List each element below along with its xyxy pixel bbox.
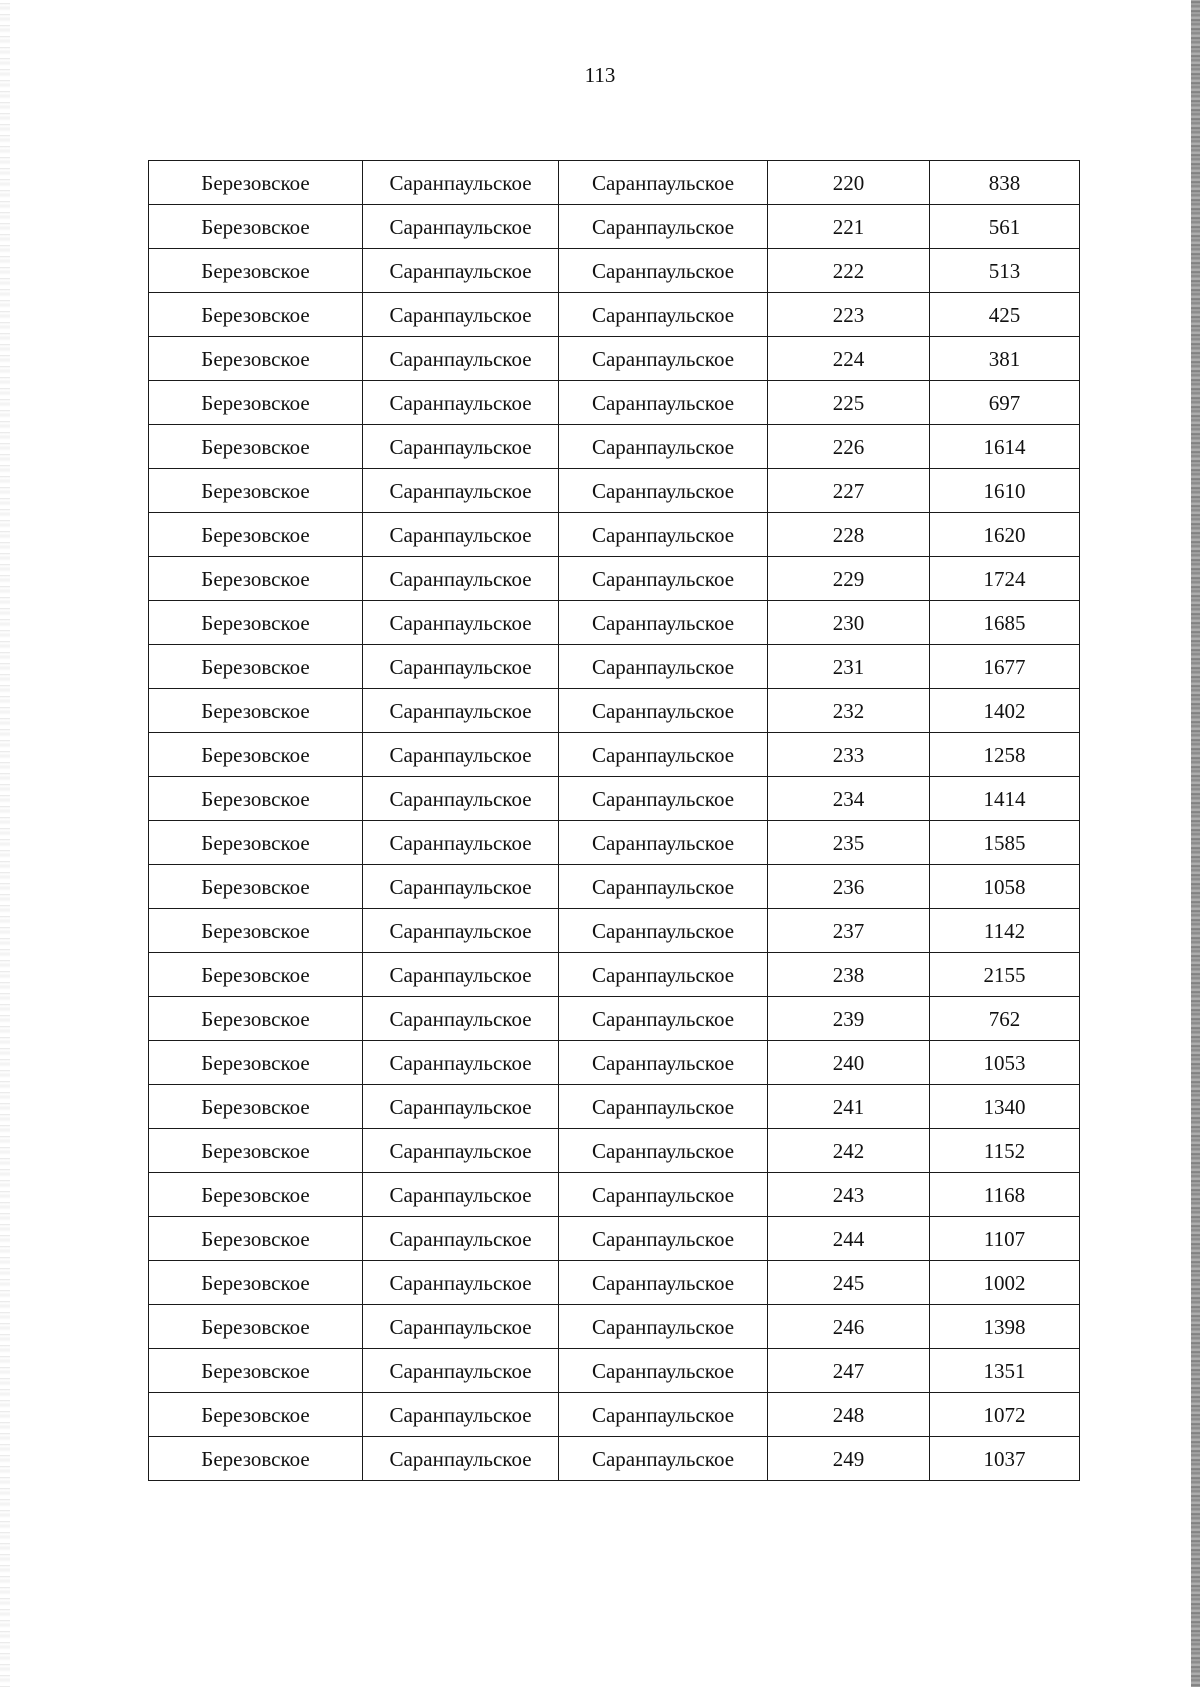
settlement-cell: Саранпаульское: [363, 689, 559, 733]
municipal-district-cell: Березовское: [149, 733, 363, 777]
locality-cell: Саранпаульское: [559, 557, 768, 601]
locality-cell: Саранпаульское: [559, 381, 768, 425]
settlement-cell: Саранпаульское: [363, 1349, 559, 1393]
precinct-number-cell: 234: [768, 777, 930, 821]
municipal-district-cell: Березовское: [149, 469, 363, 513]
table-row: [149, 557, 1080, 601]
settlement-cell: Саранпаульское: [363, 1217, 559, 1261]
settlement-cell: Саранпаульское: [363, 909, 559, 953]
locality-cell: Саранпаульское: [559, 865, 768, 909]
voter-count-cell: 1610: [930, 469, 1080, 513]
voter-count-cell: 1107: [930, 1217, 1080, 1261]
settlement-cell: Саранпаульское: [363, 821, 559, 865]
voter-count-cell: 1142: [930, 909, 1080, 953]
municipal-district-cell: Березовское: [149, 249, 363, 293]
precinct-number-cell: 232: [768, 689, 930, 733]
voter-count-cell: 1168: [930, 1173, 1080, 1217]
locality-cell: Саранпаульское: [559, 1217, 768, 1261]
locality-cell: Саранпаульское: [559, 513, 768, 557]
voter-count-cell: 1398: [930, 1305, 1080, 1349]
municipal-district-cell: Березовское: [149, 1349, 363, 1393]
municipal-district-cell: Березовское: [149, 1217, 363, 1261]
settlement-cell: Саранпаульское: [363, 777, 559, 821]
precinct-number-cell: 249: [768, 1437, 930, 1481]
table-row: [149, 645, 1080, 689]
voter-count-cell: 1685: [930, 601, 1080, 645]
locality-cell: Саранпаульское: [559, 1393, 768, 1437]
municipal-district-cell: Березовское: [149, 293, 363, 337]
locality-cell: Саранпаульское: [559, 425, 768, 469]
table-row: [149, 865, 1080, 909]
locality-cell: Саранпаульское: [559, 821, 768, 865]
precinct-number-cell: 239: [768, 997, 930, 1041]
scan-edge-left: [0, 0, 10, 1687]
voter-count-cell: 561: [930, 205, 1080, 249]
precinct-number-cell: 229: [768, 557, 930, 601]
locality-cell: Саранпаульское: [559, 1173, 768, 1217]
voter-count-cell: 762: [930, 997, 1080, 1041]
municipal-district-cell: Березовское: [149, 205, 363, 249]
locality-cell: Саранпаульское: [559, 1437, 768, 1481]
table-body: [149, 161, 1080, 1481]
precinct-number-cell: 221: [768, 205, 930, 249]
municipal-district-cell: Березовское: [149, 865, 363, 909]
voter-count-cell: 1037: [930, 1437, 1080, 1481]
settlement-cell: Саранпаульское: [363, 381, 559, 425]
locality-cell: Саранпаульское: [559, 689, 768, 733]
table-row: [149, 1173, 1080, 1217]
settlement-cell: Саранпаульское: [363, 1085, 559, 1129]
precinct-number-cell: 222: [768, 249, 930, 293]
voter-count-cell: 1620: [930, 513, 1080, 557]
table-row: [149, 469, 1080, 513]
table-row: [149, 1349, 1080, 1393]
settlement-cell: Саранпаульское: [363, 1261, 559, 1305]
municipal-district-cell: Березовское: [149, 821, 363, 865]
settlement-cell: Саранпаульское: [363, 1129, 559, 1173]
municipal-district-cell: Березовское: [149, 1173, 363, 1217]
voter-count-cell: 1724: [930, 557, 1080, 601]
precinct-number-cell: 245: [768, 1261, 930, 1305]
municipal-district-cell: Березовское: [149, 645, 363, 689]
municipal-district-cell: Березовское: [149, 557, 363, 601]
table-row: [149, 205, 1080, 249]
settlement-cell: Саранпаульское: [363, 997, 559, 1041]
table-row: [149, 1085, 1080, 1129]
settlement-cell: Саранпаульское: [363, 1393, 559, 1437]
municipal-district-cell: Березовское: [149, 997, 363, 1041]
locality-cell: Саранпаульское: [559, 1349, 768, 1393]
settlement-cell: Саранпаульское: [363, 1437, 559, 1481]
locality-cell: Саранпаульское: [559, 337, 768, 381]
locality-cell: Саранпаульское: [559, 997, 768, 1041]
municipal-district-cell: Березовское: [149, 161, 363, 205]
locality-cell: Саранпаульское: [559, 909, 768, 953]
table-row: [149, 513, 1080, 557]
voter-count-cell: 697: [930, 381, 1080, 425]
scan-edge-right: [1191, 0, 1200, 1687]
table-row: [149, 1393, 1080, 1437]
settlement-cell: Саранпаульское: [363, 161, 559, 205]
precinct-number-cell: 220: [768, 161, 930, 205]
page-number: 113: [584, 63, 616, 87]
precinct-number-cell: 244: [768, 1217, 930, 1261]
precinct-number-cell: 226: [768, 425, 930, 469]
municipal-district-cell: Березовское: [149, 1393, 363, 1437]
voter-count-cell: 1072: [930, 1393, 1080, 1437]
settlement-cell: Саранпаульское: [363, 733, 559, 777]
municipal-district-cell: Березовское: [149, 513, 363, 557]
voter-count-cell: 1340: [930, 1085, 1080, 1129]
table-row: [149, 821, 1080, 865]
voter-count-cell: 1002: [930, 1261, 1080, 1305]
precinct-number-cell: 237: [768, 909, 930, 953]
voter-count-cell: 1258: [930, 733, 1080, 777]
locality-cell: Саранпаульское: [559, 469, 768, 513]
settlement-cell: Саранпаульское: [363, 1041, 559, 1085]
settlement-cell: Саранпаульское: [363, 601, 559, 645]
table-row: [149, 601, 1080, 645]
locality-cell: Саранпаульское: [559, 293, 768, 337]
voter-count-cell: 838: [930, 161, 1080, 205]
municipal-district-cell: Березовское: [149, 381, 363, 425]
precinct-number-cell: 228: [768, 513, 930, 557]
municipal-district-cell: Березовское: [149, 1437, 363, 1481]
data-table: [148, 160, 1080, 1481]
table-row: [149, 1129, 1080, 1173]
voter-count-cell: 381: [930, 337, 1080, 381]
table-row: [149, 1305, 1080, 1349]
voter-count-cell: 2155: [930, 953, 1080, 997]
table-row: [149, 425, 1080, 469]
voter-count-cell: 1614: [930, 425, 1080, 469]
table-row: [149, 953, 1080, 997]
table-row: [149, 337, 1080, 381]
table-row: [149, 733, 1080, 777]
precinct-number-cell: 224: [768, 337, 930, 381]
table-row: [149, 1261, 1080, 1305]
voter-count-cell: 1152: [930, 1129, 1080, 1173]
voter-count-cell: 1053: [930, 1041, 1080, 1085]
voter-count-cell: 1402: [930, 689, 1080, 733]
locality-cell: Саранпаульское: [559, 1129, 768, 1173]
table-row: [149, 1217, 1080, 1261]
voter-count-cell: 513: [930, 249, 1080, 293]
settlement-cell: Саранпаульское: [363, 469, 559, 513]
locality-cell: Саранпаульское: [559, 205, 768, 249]
table-row: [149, 777, 1080, 821]
precinct-number-cell: 248: [768, 1393, 930, 1437]
precinct-number-cell: 233: [768, 733, 930, 777]
municipal-district-cell: Березовское: [149, 689, 363, 733]
municipal-district-cell: Березовское: [149, 425, 363, 469]
voter-count-cell: 1058: [930, 865, 1080, 909]
settlement-cell: Саранпаульское: [363, 865, 559, 909]
precinct-number-cell: 236: [768, 865, 930, 909]
table-row: [149, 1437, 1080, 1481]
settlement-cell: Саранпаульское: [363, 557, 559, 601]
municipal-district-cell: Березовское: [149, 777, 363, 821]
table-row: [149, 381, 1080, 425]
table-row: [149, 1041, 1080, 1085]
municipal-district-cell: Березовское: [149, 1085, 363, 1129]
voter-count-cell: 1351: [930, 1349, 1080, 1393]
precinct-number-cell: 231: [768, 645, 930, 689]
locality-cell: Саранпаульское: [559, 777, 768, 821]
locality-cell: Саранпаульское: [559, 1085, 768, 1129]
settlement-cell: Саранпаульское: [363, 953, 559, 997]
locality-cell: Саранпаульское: [559, 1261, 768, 1305]
precinct-number-cell: 230: [768, 601, 930, 645]
municipal-district-cell: Березовское: [149, 1129, 363, 1173]
municipal-district-cell: Березовское: [149, 1305, 363, 1349]
voter-count-cell: 1677: [930, 645, 1080, 689]
municipal-district-cell: Березовское: [149, 909, 363, 953]
locality-cell: Саранпаульское: [559, 733, 768, 777]
settlement-cell: Саранпаульское: [363, 1173, 559, 1217]
locality-cell: Саранпаульское: [559, 1041, 768, 1085]
settlement-cell: Саранпаульское: [363, 513, 559, 557]
municipal-district-cell: Березовское: [149, 953, 363, 997]
precinct-number-cell: 246: [768, 1305, 930, 1349]
voter-count-cell: 1414: [930, 777, 1080, 821]
voter-count-cell: 425: [930, 293, 1080, 337]
locality-cell: Саранпаульское: [559, 645, 768, 689]
voter-count-cell: 1585: [930, 821, 1080, 865]
locality-cell: Саранпаульское: [559, 249, 768, 293]
precinct-number-cell: 242: [768, 1129, 930, 1173]
precinct-number-cell: 223: [768, 293, 930, 337]
locality-cell: Саранпаульское: [559, 1305, 768, 1349]
table-row: [149, 293, 1080, 337]
precinct-number-cell: 243: [768, 1173, 930, 1217]
precinct-number-cell: 241: [768, 1085, 930, 1129]
table-row: [149, 249, 1080, 293]
precinct-number-cell: 238: [768, 953, 930, 997]
settlement-cell: Саранпаульское: [363, 293, 559, 337]
locality-cell: Саранпаульское: [559, 601, 768, 645]
municipal-district-cell: Березовское: [149, 601, 363, 645]
precinct-number-cell: 235: [768, 821, 930, 865]
locality-cell: Саранпаульское: [559, 953, 768, 997]
settlement-cell: Саранпаульское: [363, 249, 559, 293]
municipal-district-cell: Березовское: [149, 1041, 363, 1085]
locality-cell: Саранпаульское: [559, 161, 768, 205]
precinct-number-cell: 227: [768, 469, 930, 513]
table-row: [149, 689, 1080, 733]
table-row: [149, 161, 1080, 205]
settlement-cell: Саранпаульское: [363, 205, 559, 249]
settlement-cell: Саранпаульское: [363, 337, 559, 381]
settlement-cell: Саранпаульское: [363, 1305, 559, 1349]
municipal-district-cell: Березовское: [149, 337, 363, 381]
settlement-cell: Саранпаульское: [363, 425, 559, 469]
municipal-district-cell: Березовское: [149, 1261, 363, 1305]
precinct-number-cell: 240: [768, 1041, 930, 1085]
settlement-cell: Саранпаульское: [363, 645, 559, 689]
precinct-number-cell: 225: [768, 381, 930, 425]
table-row: [149, 909, 1080, 953]
precinct-number-cell: 247: [768, 1349, 930, 1393]
table-row: [149, 997, 1080, 1041]
